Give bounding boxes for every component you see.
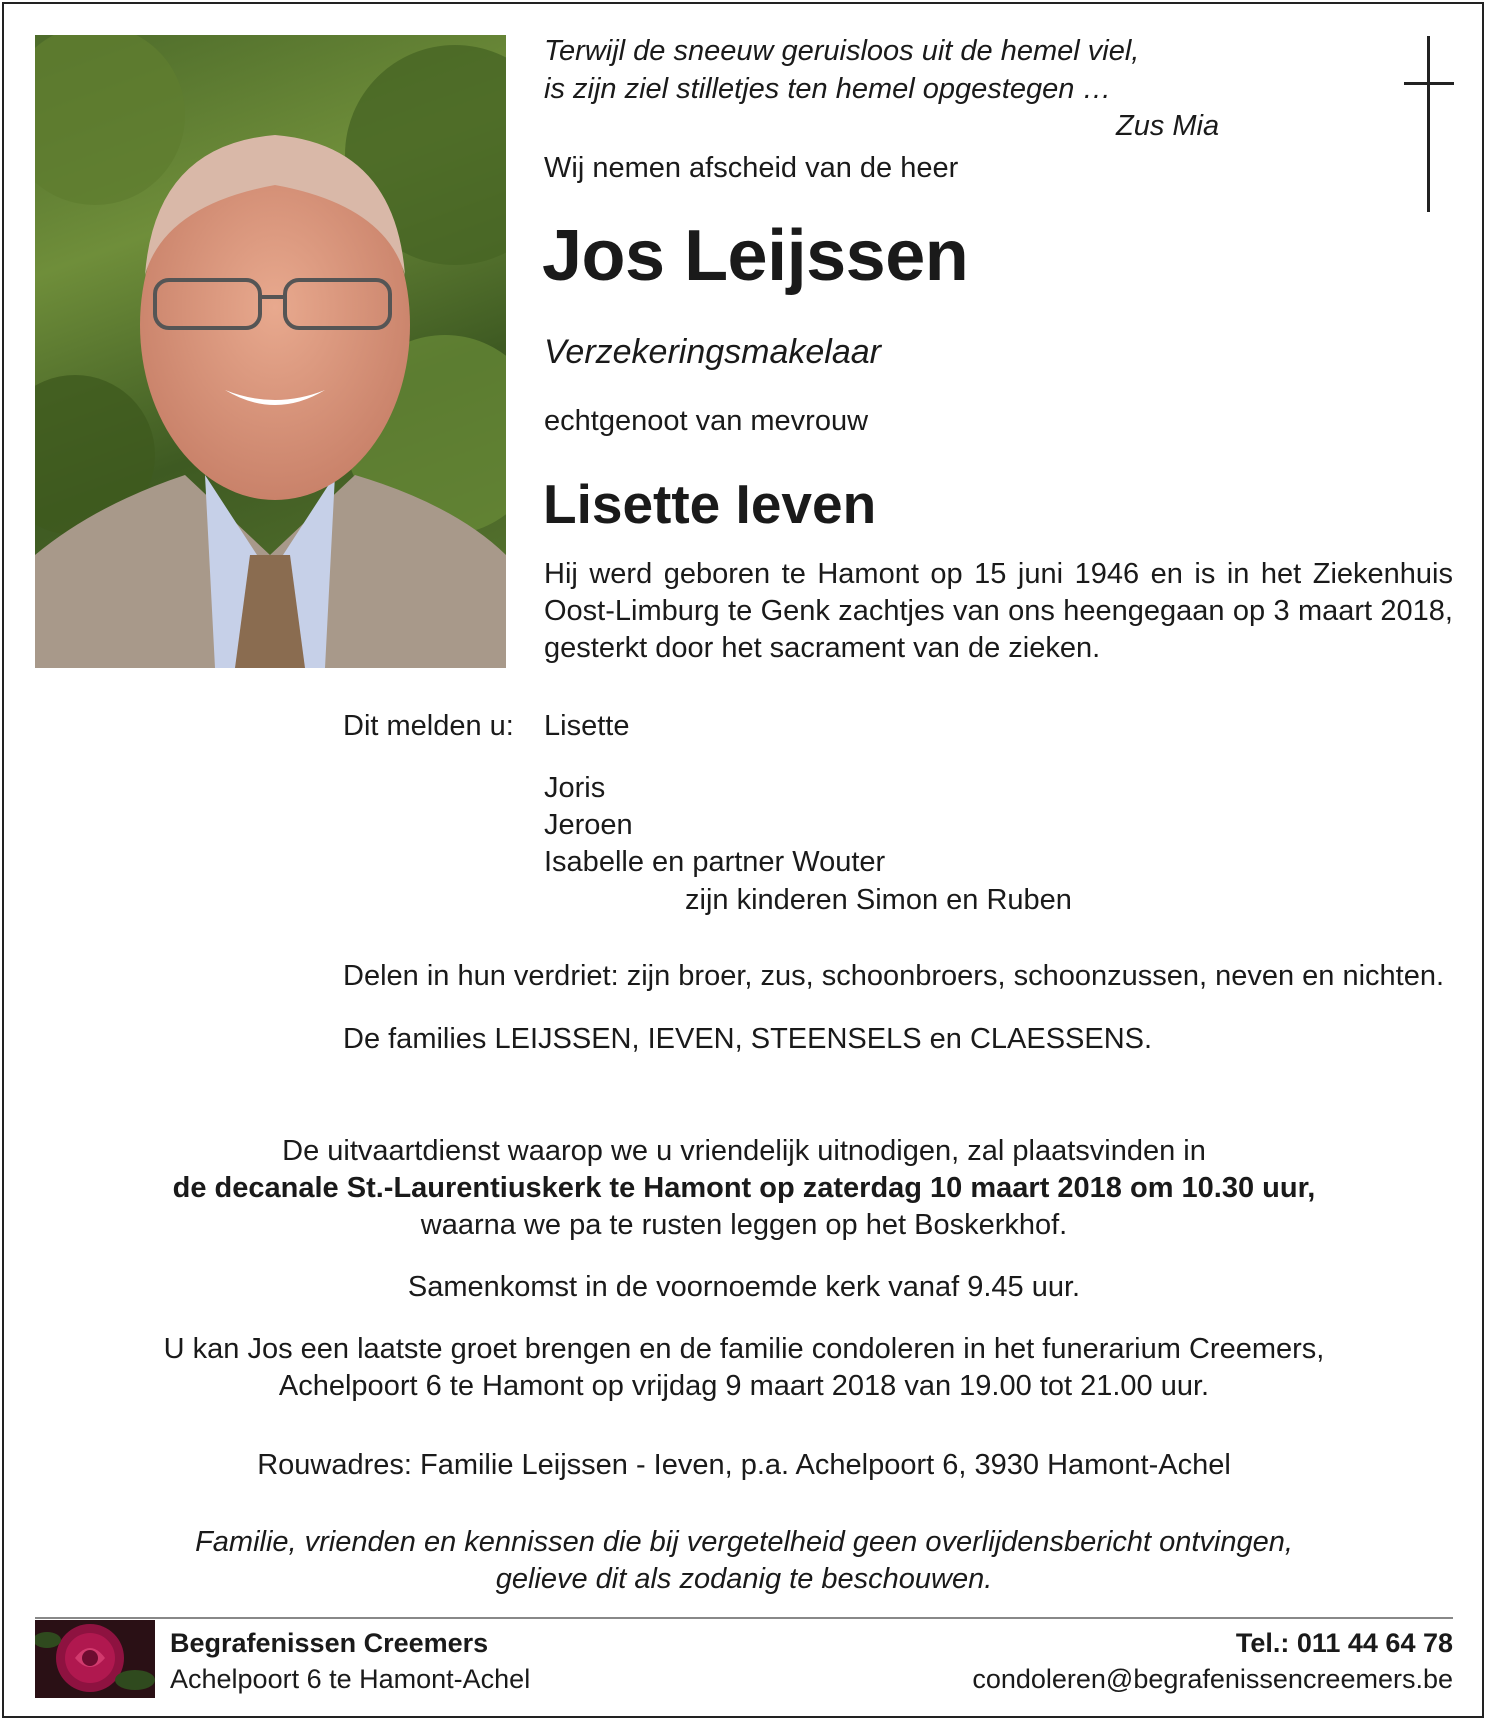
closing-line: Familie, vrienden en kennissen die bij vergetelheid geen overlijdensbericht ontvingen, bbox=[195, 1526, 1293, 1558]
gathering-text: Samenkomst in de voornoemde kerk vanaf 9.45 uur. bbox=[407, 1271, 1081, 1303]
company-address: Achelpoort 6 te Hamont-Achel bbox=[170, 1664, 531, 1694]
rose-logo bbox=[35, 1620, 155, 1698]
visitation-line: Achelpoort 6 te Hamont op vrijdag 9 maart 2018 van 19.00 tot 21.00 uur. bbox=[278, 1370, 1210, 1402]
families-text: De families LEIJSSEN, IEVEN, STEENSELS en CLAESSENS. bbox=[343, 1023, 1153, 1055]
announcer-child: Joris bbox=[544, 772, 606, 804]
announcers-label: Dit melden u: bbox=[343, 710, 514, 742]
deceased-name: Jos Leijssen bbox=[542, 216, 969, 296]
announcer-grandchildren: zijn kinderen Simon en Ruben bbox=[685, 884, 1072, 916]
quote-line: Terwijl de sneeuw geruisloos uit de hemel viel, bbox=[544, 35, 1140, 67]
biography: Hij werd geboren te Hamont op 15 juni 1946 en is in het Ziekenhuis Oost-Limburg te Genk zachtjes van ons heengegaan op 3 maart 2018, gesterkt door het sacrament van de zieken. bbox=[544, 558, 1453, 664]
announcer-child: Jeroen bbox=[544, 809, 633, 841]
service-line: waarna we pa te rusten leggen op het Boskerkhof. bbox=[420, 1209, 1068, 1241]
spouse-intro: echtgenoot van mevrouw bbox=[544, 405, 869, 437]
quote bbox=[544, 32, 1139, 108]
quote-signature: Zus Mia bbox=[1116, 110, 1220, 142]
service-location: de decanale St.-Laurentiuskerk te Hamont op zaterdag 10 maart 2018 om 10.30 uur, bbox=[172, 1172, 1316, 1204]
footer-divider bbox=[35, 1617, 1453, 1619]
visitation-line: U kan Jos een laatste groet brengen en de familie condoleren in het funerarium Creemers, bbox=[163, 1333, 1325, 1365]
closing-line: gelieve dit als zodanig te beschouwen. bbox=[495, 1563, 993, 1595]
quote-line: is zijn ziel stilletjes ten hemel opgestegen … bbox=[544, 73, 1112, 105]
service-line: De uitvaartdienst waarop we u vriendelijk uitnodigen, zal plaatsvinden in bbox=[282, 1135, 1206, 1167]
profession: Verzekeringsmakelaar bbox=[544, 333, 881, 371]
spouse-name: Lisette Ieven bbox=[543, 473, 877, 535]
email-link[interactable]: condoleren@begrafenissencreemers.be bbox=[972, 1664, 1453, 1694]
portrait-photo bbox=[35, 35, 506, 668]
phone-number: Tel.: 011 44 64 78 bbox=[1235, 1628, 1453, 1658]
announcer-child: Isabelle en partner Wouter bbox=[544, 846, 886, 878]
intro-text: Wij nemen afscheid van de heer bbox=[544, 152, 959, 184]
sharing-text: Delen in hun verdriet: zijn broer, zus, schoonbroers, schoonzussen, neven en nichten. bbox=[343, 960, 1445, 992]
cross-icon bbox=[1404, 36, 1454, 212]
announcer-spouse: Lisette bbox=[544, 710, 630, 742]
company-name: Begrafenissen Creemers bbox=[170, 1628, 489, 1658]
mourning-address: Rouwadres: Familie Leijssen - Ieven, p.a. Achelpoort 6, 3930 Hamont-Achel bbox=[257, 1449, 1231, 1481]
